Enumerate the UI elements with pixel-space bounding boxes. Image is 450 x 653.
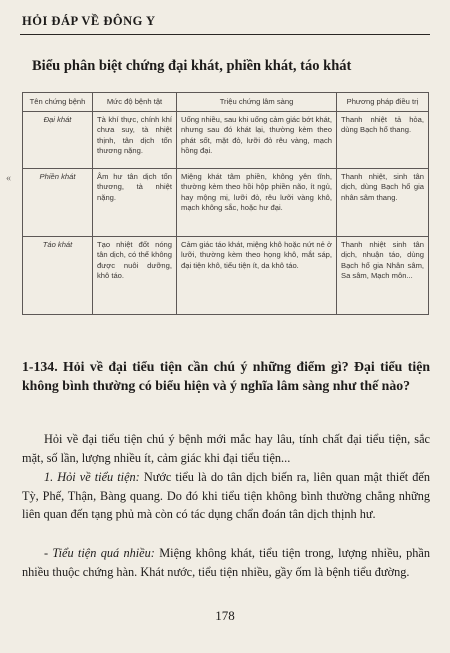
table-row <box>23 169 429 237</box>
body-paragraph <box>22 544 430 581</box>
page-number: 178 <box>215 608 235 623</box>
column-header: Mức độ bệnh tật <box>93 93 177 112</box>
margin-mark: « <box>6 173 11 184</box>
column-header: Tên chứng bệnh <box>23 93 93 112</box>
paragraph-body: Nước tiểu là do tân dịch biến ra, liên quan mật thiết đến Tỳ, Phế, Thận, Bàng quang. Do đó khi tiểu tiện không bình thường chẳng những liên quan đến tạng phủ mà còn có tác dụng chẩn đoán tân dịch thịnh hư. <box>22 470 430 522</box>
table-cell: Táo khát <box>23 237 93 315</box>
table-header-row <box>23 93 429 112</box>
table-cell: Thanh nhiệt sinh tân dịch, nhuận táo, dùng Bạch hổ gia Nhân sâm, Sa sâm, Mạch môn... <box>337 237 429 315</box>
table-cell: Tà khí thực, chính khí chưa suy, tà nhiệt thịnh, tân dịch tổn thương nặng. <box>93 112 177 169</box>
table-cell: Cảm giác táo khát, miệng khô hoặc nứt nẻ ở lưỡi, thường kèm theo họng khô, mắt sáp, đại tiện khô, tiểu tiện ít, da khô táo. <box>177 237 337 315</box>
table-cell: Âm hư tân dịch tổn thương, tà nhiệt nặng. <box>93 169 177 237</box>
table-cell: Miệng khát tâm phiền, không yên tĩnh, thường kèm theo hồi hộp phiền não, ít ngủ, hay mộng mị, lưỡi đỏ, rêu lưỡi vàng khô, mạch không sắc, hoặc hư đại. <box>177 169 337 237</box>
paragraph-lead: 1. Hỏi về tiểu tiện: <box>44 470 140 484</box>
comparison-table <box>22 92 429 315</box>
body-paragraph <box>22 468 430 524</box>
table-title: Biểu phân biệt chứng đại khát, phiền khát, táo khát <box>32 58 352 74</box>
table-cell: Uống nhiều, sau khi uống cảm giác bớt khát, nhưng sau đó khát lại, thường kèm theo phát sốt, mặt đỏ, lưỡi đỏ rêu vàng, mạch hồng đại. <box>177 112 337 169</box>
table-cell: Tạo nhiệt đốt nóng tân dịch, có thể không được nuôi dưỡng, khô táo. <box>93 237 177 315</box>
section-heading: 1-134. Hỏi về đại tiểu tiện cần chú ý những điểm gì? Đại tiểu tiện không bình thường có biểu hiện và ý nghĩa lâm sàng như thế nào? <box>22 359 430 393</box>
body-paragraph: Hỏi về đại tiểu tiện chú ý bệnh mới mắc hay lâu, tính chất đại tiểu tiện, sắc mặt, số lần, lượng nhiều ít, cảm giác khi đại tiểu tiện... <box>22 432 430 465</box>
column-header: Triệu chứng lâm sàng <box>177 93 337 112</box>
paragraph-lead: - Tiểu tiện quá nhiều: <box>44 546 155 560</box>
running-head: HỎI ĐÁP VỀ ĐÔNG Y <box>22 14 156 28</box>
table-cell: Thanh nhiệt, sinh tân dịch, dùng Bạch hổ gia nhân sâm thang. <box>337 169 429 237</box>
table-cell: Phiền khát <box>23 169 93 237</box>
table-cell: Thanh nhiệt tả hỏa, dùng Bạch hổ thang. <box>337 112 429 169</box>
paragraph-body: Miệng không khát, tiểu tiện trong, lượng nhiều, phần nhiều thuộc chứng hàn. Khát nước, tiểu tiện nhiều, gầy ốm là bệnh tiểu đường. <box>22 546 431 579</box>
column-header: Phương pháp điều trị <box>337 93 429 112</box>
header-rule <box>20 34 430 35</box>
table-cell: Đại khát <box>23 112 93 169</box>
table-row <box>23 237 429 315</box>
table-row <box>23 112 429 169</box>
